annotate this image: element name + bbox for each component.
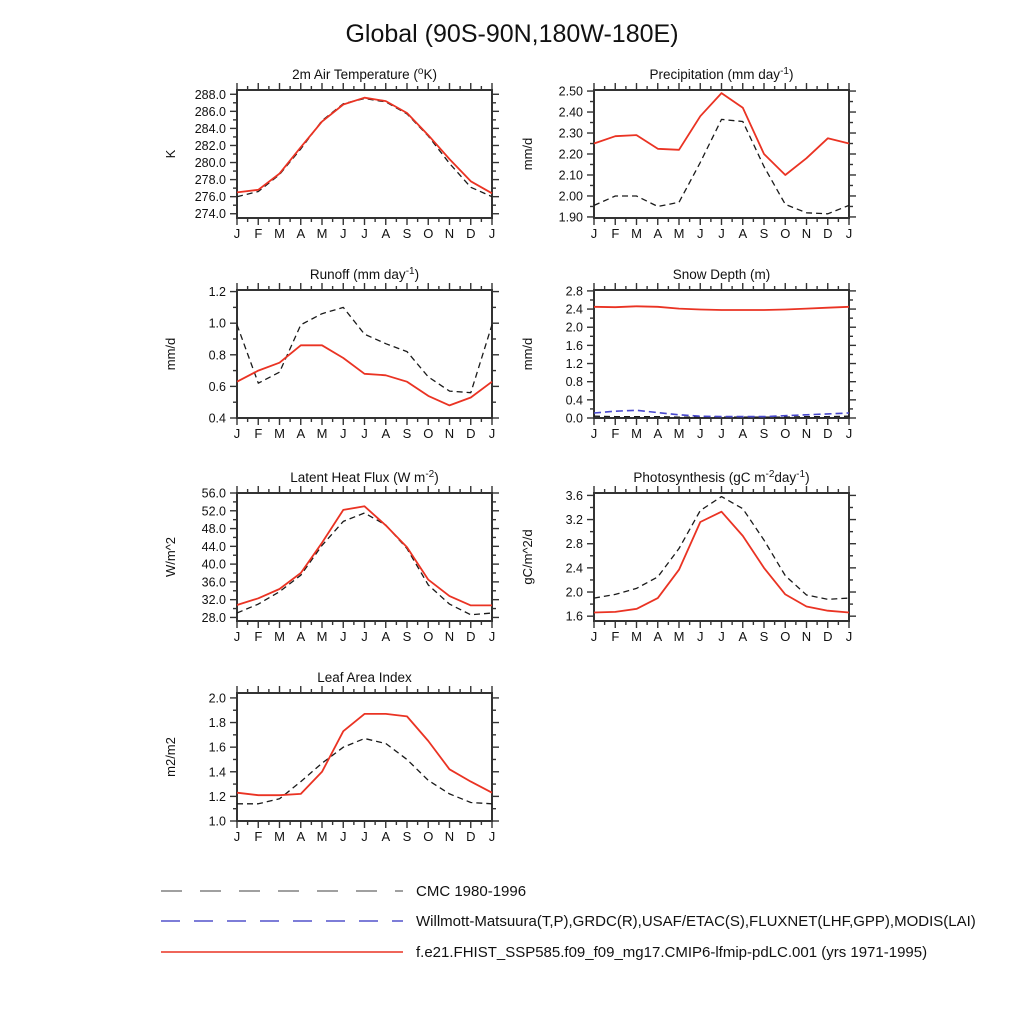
svg-text:M: M — [316, 426, 328, 441]
svg-text:0.8: 0.8 — [565, 375, 583, 390]
svg-text:M: M — [316, 829, 328, 844]
svg-text:A: A — [296, 629, 306, 644]
chart-leaf-area-index — [142, 663, 502, 858]
figure-title: Global (90S-90N,180W-180E) — [345, 20, 679, 48]
svg-text:Leaf Area Index: Leaf Area Index — [317, 670, 412, 685]
panel-snow-depth — [499, 260, 859, 455]
svg-text:280.0: 280.0 — [194, 156, 226, 170]
panel-2m-air-temperature — [142, 60, 502, 255]
legend-line-dashed-gray — [160, 886, 404, 896]
chart-latent-heat-flux — [142, 463, 502, 658]
svg-text:K: K — [163, 149, 178, 159]
series-black-dashed-obs — [237, 99, 492, 197]
svg-text:J: J — [590, 629, 598, 644]
svg-text:1.2: 1.2 — [208, 285, 226, 300]
series-red-solid-model — [594, 93, 849, 175]
chart-2m-air-temperature — [142, 60, 502, 255]
svg-text:O: O — [423, 829, 434, 844]
svg-text:2.40: 2.40 — [558, 105, 583, 120]
legend-line-dashed-blue — [160, 916, 404, 926]
svg-text:44.0: 44.0 — [201, 539, 226, 554]
legend-label-model: f.e21.FHIST_SSP585.f09_f09_mg17.CMIP6-lfmip-pdLC.001 (yrs 1971-1995) — [416, 943, 928, 961]
svg-text:1.0: 1.0 — [208, 316, 226, 331]
svg-text:M: M — [673, 426, 685, 441]
svg-text:3.2: 3.2 — [565, 513, 583, 528]
panel-runoff — [142, 260, 502, 455]
svg-text:2.10: 2.10 — [558, 168, 583, 183]
svg-text:1.6: 1.6 — [565, 338, 583, 353]
svg-text:274.0: 274.0 — [194, 207, 226, 222]
svg-text:m2/m2: m2/m2 — [163, 737, 178, 777]
svg-text:N: N — [444, 629, 455, 644]
panel-latent-heat-flux — [142, 463, 502, 658]
svg-text:J: J — [361, 426, 368, 441]
svg-text:N: N — [444, 426, 455, 441]
svg-text:J: J — [488, 629, 496, 644]
svg-text:O: O — [423, 629, 434, 644]
svg-text:F: F — [611, 629, 620, 644]
svg-text:S: S — [759, 426, 769, 441]
svg-text:M: M — [274, 226, 285, 241]
svg-text:O: O — [780, 629, 791, 644]
legend-item-model — [160, 942, 927, 962]
chart-precipitation — [499, 60, 859, 255]
svg-text:N: N — [801, 226, 812, 241]
svg-text:O: O — [423, 426, 434, 441]
svg-text:Photosynthesis (gC m-2day-1): Photosynthesis (gC $m^{-2}day^{-1}$) — [633, 469, 810, 485]
svg-text:J: J — [233, 629, 241, 644]
svg-text:A: A — [738, 426, 748, 441]
svg-text:F: F — [254, 829, 263, 844]
svg-text:N: N — [444, 829, 455, 844]
chart-photosynthesis — [499, 463, 859, 658]
svg-text:J: J — [488, 226, 496, 241]
svg-text:D: D — [466, 226, 476, 241]
svg-text:J: J — [233, 426, 241, 441]
svg-text:0.0: 0.0 — [565, 411, 583, 426]
svg-text:J: J — [845, 629, 853, 644]
svg-text:M: M — [316, 226, 328, 241]
svg-text:S: S — [402, 426, 412, 441]
svg-text:M: M — [274, 426, 285, 441]
svg-text:D: D — [466, 829, 476, 844]
svg-text:A: A — [738, 226, 748, 241]
panel-precipitation — [499, 60, 859, 255]
svg-text:2.20: 2.20 — [558, 147, 583, 162]
series-black-dashed-obs — [594, 119, 849, 213]
panel-photosynthesis — [499, 463, 859, 658]
svg-text:O: O — [423, 226, 434, 241]
svg-text:284.0: 284.0 — [194, 121, 226, 136]
svg-text:A: A — [381, 629, 391, 644]
svg-text:S: S — [402, 629, 412, 644]
svg-text:J: J — [590, 226, 598, 241]
svg-text:D: D — [823, 426, 833, 441]
svg-text:J: J — [845, 226, 853, 241]
svg-text:J: J — [718, 426, 725, 441]
svg-text:J: J — [361, 226, 368, 241]
svg-text:D: D — [466, 426, 476, 441]
svg-text:J: J — [697, 629, 704, 644]
svg-text:2.30: 2.30 — [558, 126, 583, 141]
svg-text:1.6: 1.6 — [565, 609, 583, 624]
legend-item-obs — [160, 911, 976, 931]
svg-text:1.2: 1.2 — [565, 357, 583, 371]
svg-text:A: A — [381, 226, 391, 241]
svg-text:O: O — [780, 226, 791, 241]
svg-text:A: A — [653, 426, 663, 441]
svg-text:J: J — [340, 426, 347, 441]
svg-text:1.90: 1.90 — [558, 210, 583, 225]
svg-text:F: F — [611, 226, 620, 241]
svg-text:1.4: 1.4 — [208, 765, 226, 780]
svg-text:2.4: 2.4 — [565, 561, 583, 576]
series-red-solid-model — [237, 714, 492, 795]
panel-leaf-area-index — [142, 663, 502, 858]
svg-text:2.00: 2.00 — [558, 189, 583, 204]
svg-text:1.0: 1.0 — [208, 814, 226, 829]
svg-text:O: O — [780, 426, 791, 441]
svg-text:286.0: 286.0 — [194, 104, 226, 119]
svg-text:M: M — [673, 629, 685, 644]
svg-text:J: J — [488, 426, 496, 441]
svg-text:J: J — [233, 829, 241, 844]
legend-label-cmc: CMC 1980-1996 — [416, 882, 527, 900]
chart-snow-depth — [499, 260, 859, 455]
svg-text:A: A — [296, 829, 306, 844]
svg-text:J: J — [718, 226, 725, 241]
svg-text:1.8: 1.8 — [208, 716, 226, 730]
svg-text:3.6: 3.6 — [565, 488, 583, 503]
svg-text:M: M — [316, 629, 328, 644]
svg-text:gC/m^2/d: gC/m^2/d — [520, 529, 535, 585]
legend-label-obs: Willmott-Matsuura(T,P),GRDC(R),USAF/ETAC(S),FLUXNET(LHF,GPP),MODIS(LAI) — [416, 912, 976, 930]
svg-text:282.0: 282.0 — [194, 139, 226, 153]
svg-text:2.0: 2.0 — [565, 585, 583, 600]
svg-text:2m Air Temperature (oK): 2m Air Temperature ($^o$K) — [292, 66, 437, 82]
series-red-solid-model — [237, 345, 492, 405]
svg-text:D: D — [823, 226, 833, 241]
svg-text:J: J — [845, 426, 853, 441]
legend-line-solid-red — [160, 947, 404, 957]
chart-runoff — [142, 260, 502, 455]
series-blue-dashed-obs — [594, 410, 849, 416]
svg-text:mm/d: mm/d — [163, 337, 178, 371]
svg-text:A: A — [653, 629, 663, 644]
svg-text:M: M — [274, 829, 285, 844]
svg-text:52.0: 52.0 — [201, 504, 226, 519]
svg-text:276.0: 276.0 — [194, 190, 226, 205]
svg-text:28.0: 28.0 — [201, 610, 226, 625]
svg-text:J: J — [361, 629, 368, 644]
svg-text:A: A — [296, 426, 306, 441]
svg-text:A: A — [738, 629, 748, 644]
series-black-dashed-obs — [237, 307, 492, 392]
svg-text:0.8: 0.8 — [208, 348, 226, 363]
svg-text:M: M — [631, 226, 642, 241]
svg-text:Latent Heat Flux (W m-2): Latent Heat Flux (W $m^{-2}$) — [290, 469, 439, 485]
svg-text:D: D — [466, 629, 476, 644]
svg-text:J: J — [361, 829, 368, 844]
svg-text:M: M — [673, 226, 685, 241]
svg-text:2.8: 2.8 — [565, 284, 583, 299]
svg-text:A: A — [296, 226, 306, 241]
svg-text:J: J — [488, 829, 496, 844]
svg-text:40.0: 40.0 — [201, 557, 226, 572]
svg-text:J: J — [697, 226, 704, 241]
svg-text:0.6: 0.6 — [208, 379, 226, 394]
svg-text:S: S — [759, 629, 769, 644]
svg-text:278.0: 278.0 — [194, 173, 226, 188]
svg-text:Runoff (mm day-1): Runoff (mm day$^{-1}$) — [309, 266, 420, 282]
svg-text:J: J — [340, 629, 347, 644]
svg-text:N: N — [444, 226, 455, 241]
svg-text:J: J — [340, 226, 347, 241]
series-red-solid-model — [237, 506, 492, 605]
svg-text:56.0: 56.0 — [201, 486, 226, 501]
svg-text:Snow Depth (m): Snow Depth (m) — [672, 267, 771, 282]
svg-text:F: F — [254, 629, 263, 644]
svg-text:32.0: 32.0 — [201, 593, 226, 608]
svg-text:2.4: 2.4 — [565, 302, 583, 317]
svg-text:D: D — [823, 629, 833, 644]
svg-text:S: S — [402, 226, 412, 241]
svg-text:48.0: 48.0 — [201, 522, 226, 537]
svg-text:J: J — [718, 629, 725, 644]
svg-text:Precipitation (mm day-1): Precipitation (mm day$^{-1}$) — [649, 66, 794, 82]
svg-text:S: S — [402, 829, 412, 844]
svg-text:mm/d: mm/d — [520, 337, 535, 371]
svg-text:A: A — [653, 226, 663, 241]
legend-item-cmc — [160, 881, 526, 901]
svg-text:A: A — [381, 829, 391, 844]
svg-text:1.2: 1.2 — [208, 789, 226, 804]
svg-text:J: J — [340, 829, 347, 844]
svg-text:F: F — [611, 426, 620, 441]
svg-text:W/m^2: W/m^2 — [163, 536, 178, 578]
series-red-solid-model — [237, 98, 492, 194]
svg-text:J: J — [590, 426, 598, 441]
svg-text:2.8: 2.8 — [565, 537, 583, 552]
svg-text:A: A — [381, 426, 391, 441]
svg-text:M: M — [631, 426, 642, 441]
svg-text:36.0: 36.0 — [201, 575, 226, 590]
svg-text:N: N — [801, 426, 812, 441]
svg-text:N: N — [801, 629, 812, 644]
svg-text:M: M — [274, 629, 285, 644]
series-red-solid-model — [594, 512, 849, 613]
svg-text:0.4: 0.4 — [208, 411, 226, 426]
svg-text:mm/d: mm/d — [520, 137, 535, 171]
svg-text:2.0: 2.0 — [208, 691, 226, 706]
svg-text:2.0: 2.0 — [565, 320, 583, 335]
svg-text:J: J — [697, 426, 704, 441]
svg-text:2.50: 2.50 — [558, 84, 583, 99]
series-red-solid-model — [594, 306, 849, 310]
svg-text:M: M — [631, 629, 642, 644]
svg-text:0.4: 0.4 — [565, 393, 583, 408]
svg-text:F: F — [254, 426, 263, 441]
series-black-dashed-obs — [237, 513, 492, 615]
svg-text:1.6: 1.6 — [208, 740, 226, 755]
svg-text:S: S — [759, 226, 769, 241]
svg-text:F: F — [254, 226, 263, 241]
svg-text:J: J — [233, 226, 241, 241]
svg-text:288.0: 288.0 — [194, 87, 226, 102]
